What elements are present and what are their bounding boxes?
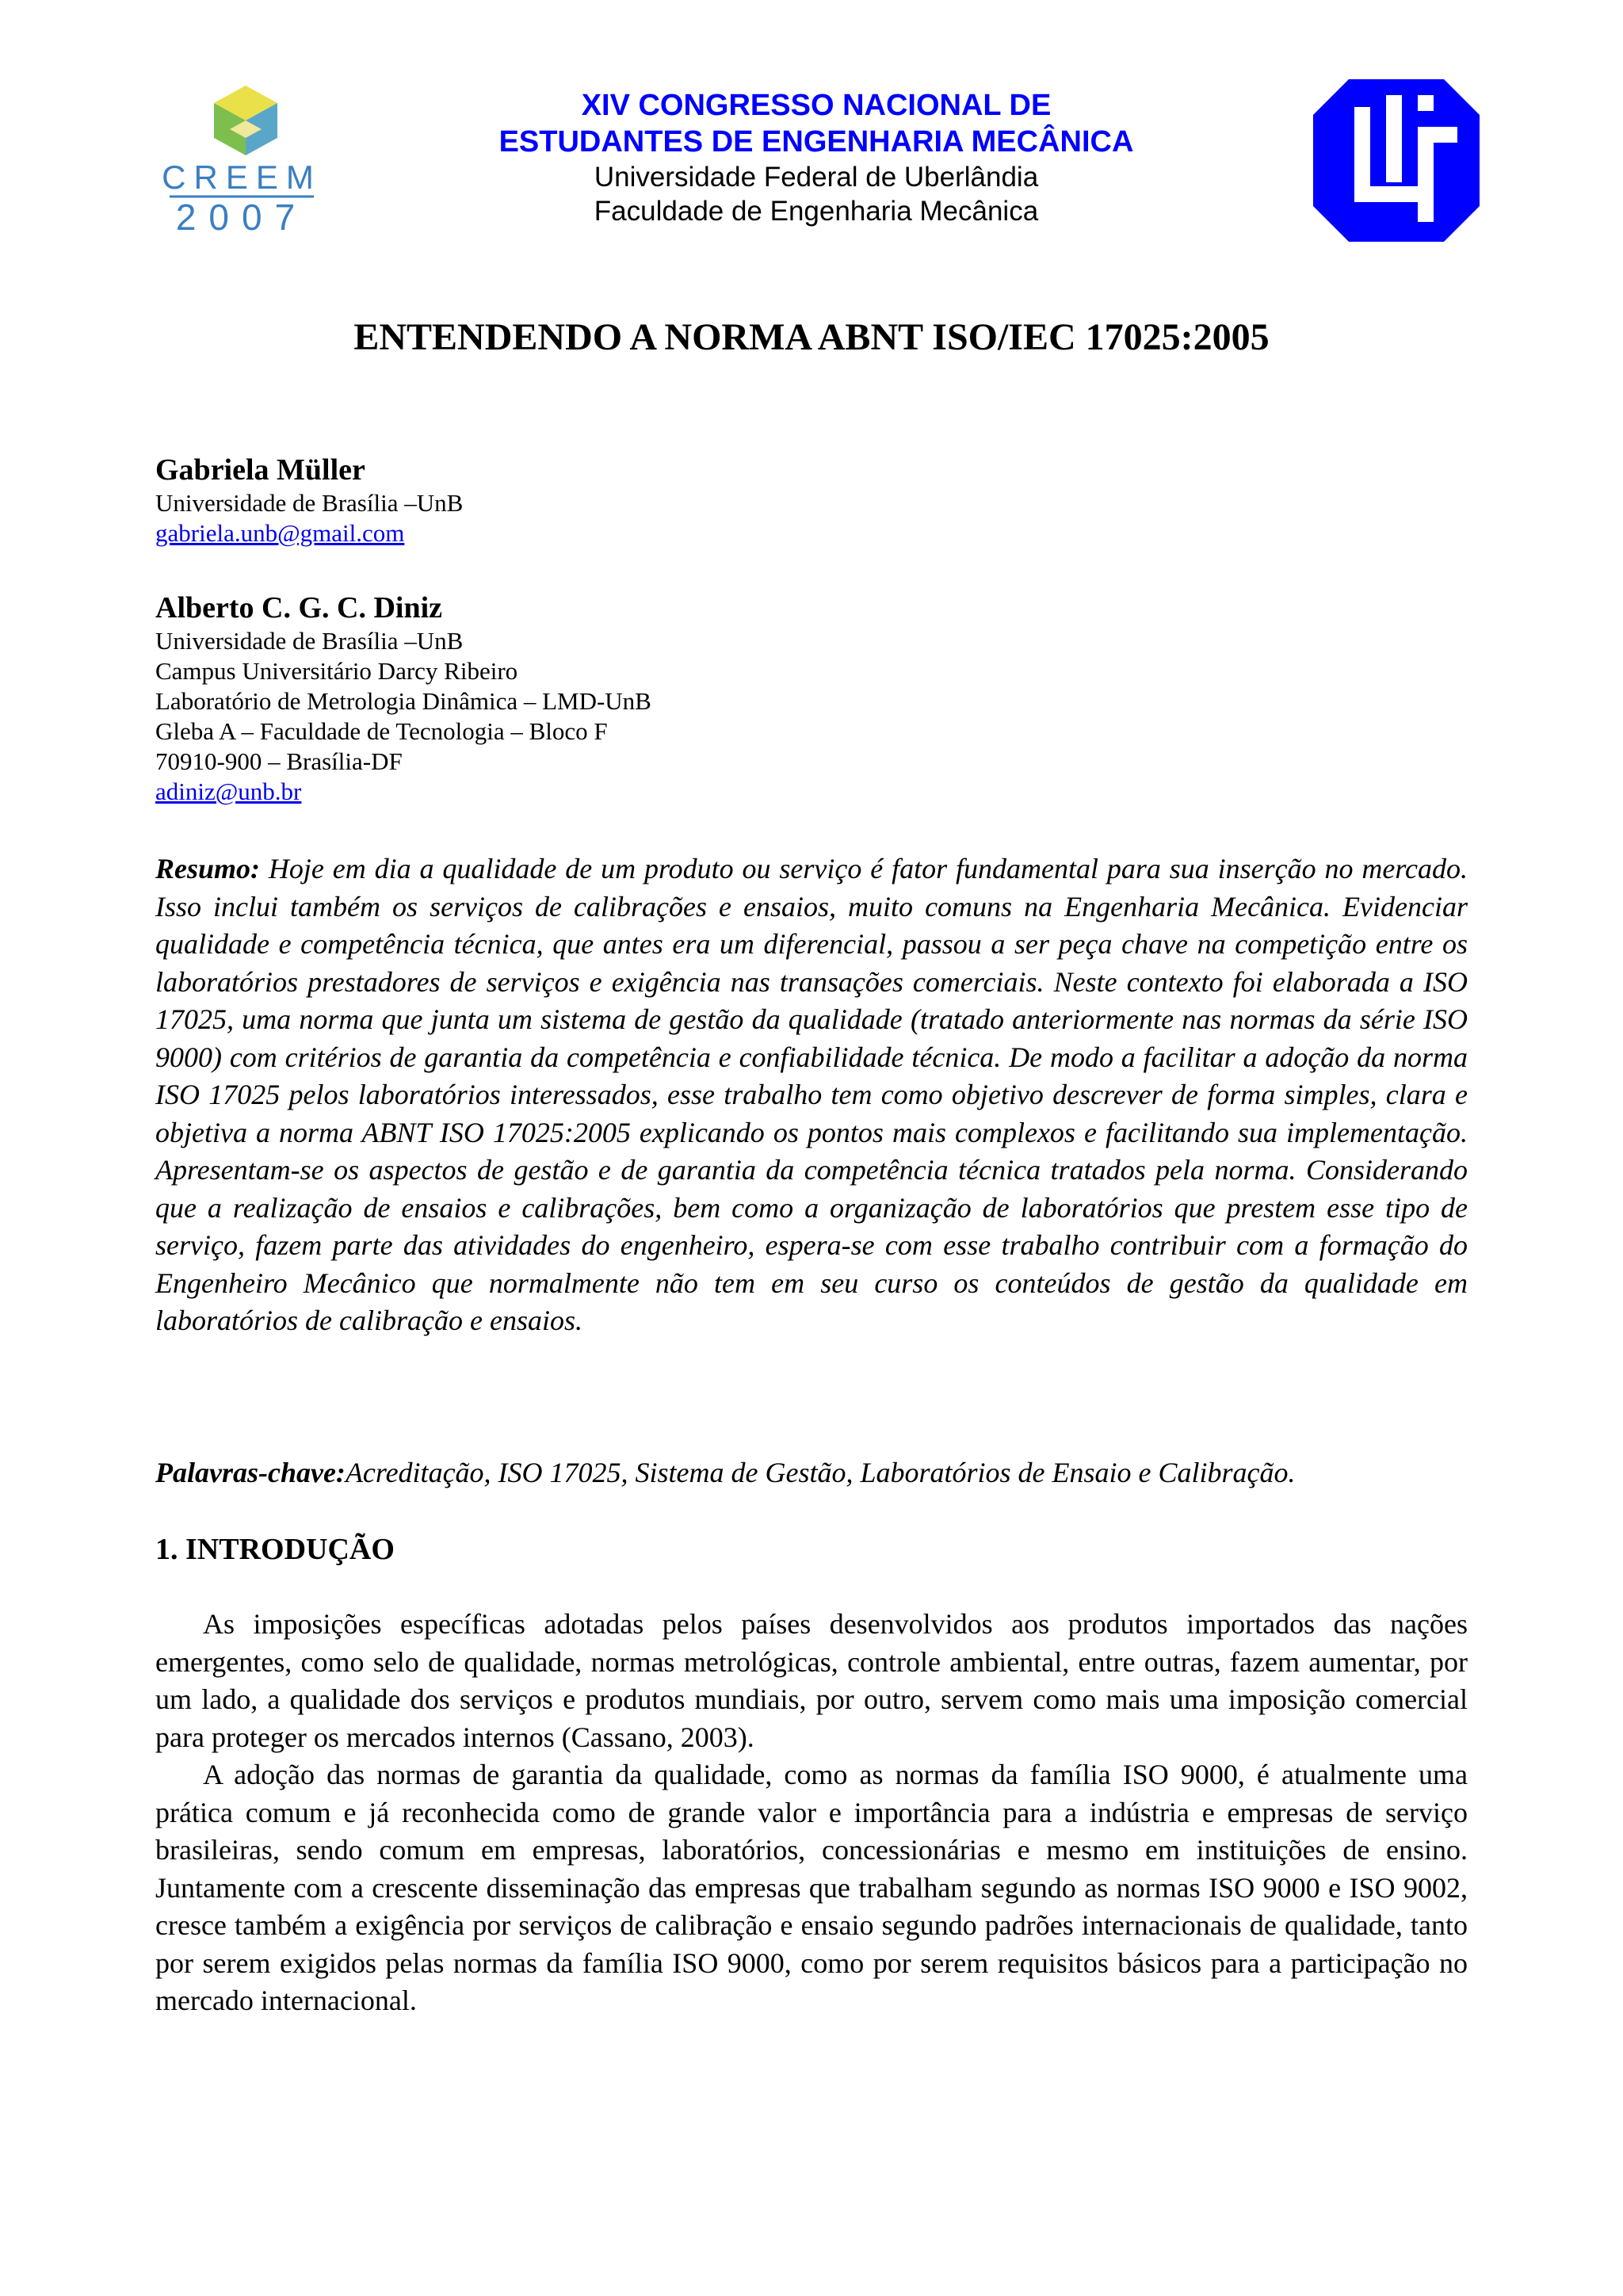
author-affiliation: Universidade de Brasília –UnB bbox=[155, 627, 464, 655]
author-affiliation: Universidade de Brasília –UnB bbox=[155, 489, 464, 517]
author-affiliation: Laboratório de Metrologia Dinâmica – LMD-UnB bbox=[155, 687, 651, 715]
section-body bbox=[155, 1606, 1468, 2020]
creem-logo bbox=[158, 79, 325, 238]
page-header bbox=[0, 79, 1623, 254]
section-heading: 1. INTRODUÇÃO bbox=[155, 1533, 395, 1566]
paragraph: A adoção das normas de garantia da qualidade, como as normas da família ISO 9000, é atualmente uma prática comum e já reconhecida como de grande valor e importância para a indústria e empresas de serviço brasileiras, sendo comum em empresas, laboratórios, concessionárias e mesmo em instituições de ensino. Juntamente com a crescente disseminação das empresas que trabalham segundo as normas ISO 9000 e ISO 9002, cresce também a exigência por serviços de calibração e ensaio segundo padrões internacionais de qualidade, tanto por serem exigidos pelas normas da família ISO 9000, como por serem requisitos básicos para a participação no mercado internacional. bbox=[155, 1759, 1468, 2016]
author-name: Alberto C. G. C. Diniz bbox=[155, 591, 443, 625]
author-affiliation: Campus Universitário Darcy Ribeiro bbox=[155, 657, 518, 685]
conference-block bbox=[396, 87, 1236, 228]
author-name: Gabriela Müller bbox=[155, 453, 365, 487]
author-email-link[interactable]: gabriela.unb@gmail.com bbox=[155, 519, 405, 547]
author-affiliation: Gleba A – Faculdade de Tecnologia – Bloco F bbox=[155, 717, 608, 745]
keywords-label: Palavras-chave: bbox=[155, 1457, 346, 1488]
hexagon-cube-icon bbox=[214, 86, 277, 155]
abstract-label: Resumo: bbox=[155, 853, 261, 884]
faculty-name: Faculdade de Engenharia Mecânica bbox=[594, 196, 1039, 227]
conference-title-line2: ESTUDANTES DE ENGENHARIA MECÂNICA bbox=[498, 125, 1134, 159]
abstract bbox=[155, 850, 1468, 1340]
paper-title: ENTENDENDO A NORMA ABNT ISO/IEC 17025:2005 bbox=[353, 316, 1270, 358]
conference-title-line1: XIV CONGRESSO NACIONAL DE bbox=[581, 89, 1052, 122]
keywords-text: Acreditação, ISO 17025, Sistema de Gestão, Laboratórios de Ensaio e Calibração. bbox=[345, 1457, 1296, 1488]
author-block-1 bbox=[155, 452, 1468, 548]
ufu-logo bbox=[1313, 79, 1480, 242]
author-email-link[interactable]: adiniz@unb.br bbox=[155, 777, 302, 805]
keywords bbox=[155, 1454, 1468, 1492]
university-name: Universidade Federal de Uberlândia bbox=[594, 162, 1039, 193]
abstract-text: Hoje em dia a qualidade de um produto ou serviço é fator fundamental para sua inserção no mercado. Isso inclui também os serviços de calibrações e ensaios, muito comuns na Engenharia Mecânica. Evidenciar qualidade e competência técnica, que antes era um diferencial, passou a ser peça chave na competição entre os laboratórios prestadores de serviços e exigência nas transações comerciais. Neste contexto foi elaborada a ISO 17025, uma norma que junta um sistema de gestão da qualidade (tratado anteriormente nas normas da série ISO 9000) com critérios de garantia da competência e confiabilidade técnica. De modo a facilitar a adoção da norma ISO 17025 pelos laboratórios interessados, esse trabalho tem como objetivo descrever de forma simples, clara e objetiva a norma ABNT ISO 17025:2005 explicando os pontos mais complexos e facilitando sua implementação. Apresentam-se os aspectos de gestão e de garantia da competência técnica tratados pela norma. Considerando que a realização de ensaios e calibrações, bem como a organização de laboratórios que prestem esse tipo de serviço, fazem parte das atividades do engenheiro, espera-se com esse trabalho contribuir com a formação do Engenheiro Mecânico que normalmente não tem em seu curso os conteúdos de gestão da qualidade em laboratórios de calibração e ensaios. bbox=[155, 853, 1468, 1336]
paragraph: As imposições específicas adotadas pelos países desenvolvidos aos produtos importados das nações emergentes, como selo de qualidade, normas metrológicas, controle ambiental, entre outras, fazem aumentar, por um lado, a qualidade dos serviços e produtos mundiais, por outro, servem como mais uma imposição comercial para proteger os mercados internos (Cassano, 2003). bbox=[155, 1608, 1468, 1753]
author-block-2 bbox=[155, 590, 1468, 807]
author-affiliation: 70910-900 – Brasília-DF bbox=[155, 747, 403, 775]
logo-text-year: 2007 bbox=[175, 197, 308, 238]
logo-text-creem: CREEM bbox=[162, 159, 322, 196]
